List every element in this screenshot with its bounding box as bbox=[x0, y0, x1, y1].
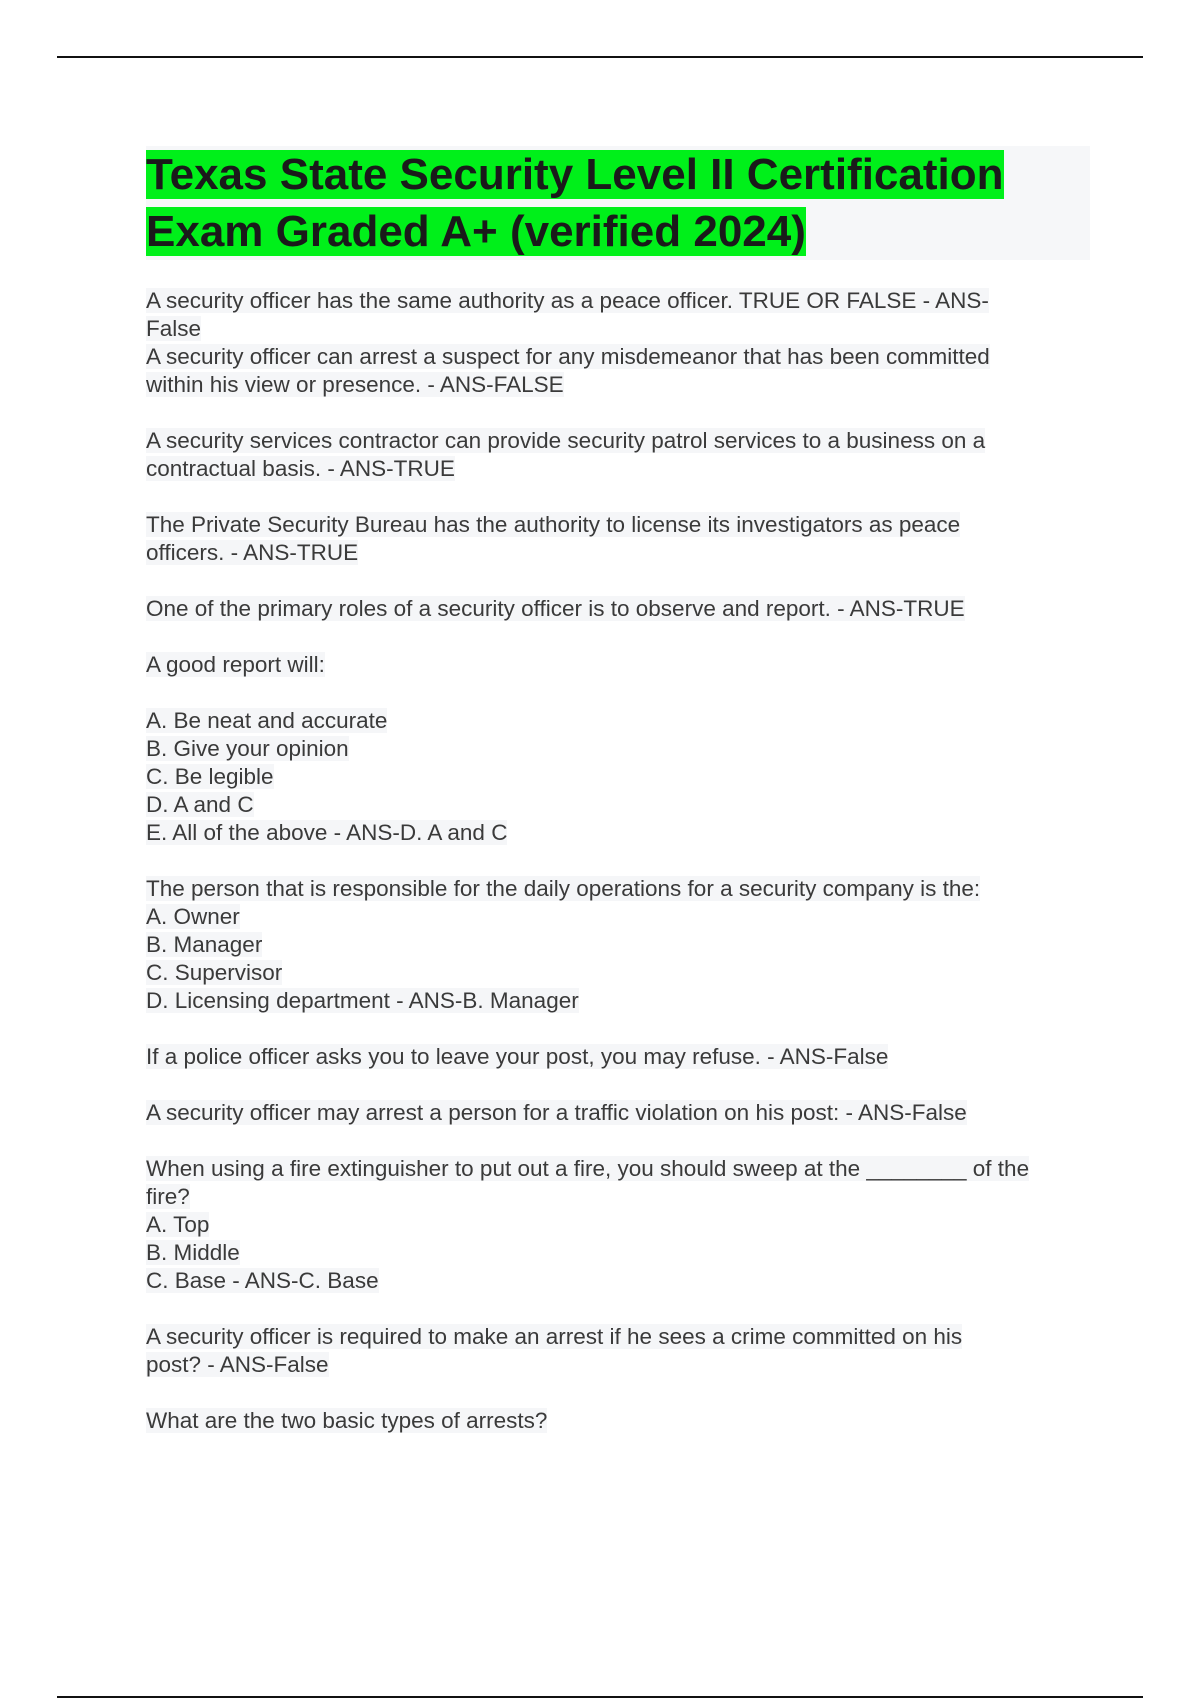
qa-item bbox=[146, 651, 1090, 679]
qa-text: within his view or presence. - ANS-FALSE bbox=[146, 372, 564, 397]
qa-text: A security officer can arrest a suspect for any misdemeanor that has been committed bbox=[146, 344, 990, 369]
qa-item bbox=[146, 595, 1090, 623]
qa-line bbox=[146, 1155, 1090, 1183]
qa-item bbox=[146, 1155, 1090, 1295]
qa-text: A security officer is required to make an arrest if he sees a crime committed on his bbox=[146, 1324, 963, 1349]
qa-text: The person that is responsible for the daily operations for a security company is the: bbox=[146, 876, 981, 901]
qa-text: If a police officer asks you to leave your post, you may refuse. - ANS-False bbox=[146, 1044, 889, 1069]
qa-item bbox=[146, 1043, 1090, 1071]
qa-text: C. Base - ANS-C. Base bbox=[146, 1268, 379, 1293]
qa-item bbox=[146, 1099, 1090, 1127]
qa-line bbox=[146, 1099, 1090, 1127]
qa-item bbox=[146, 707, 1090, 847]
qa-text: post? - ANS-False bbox=[146, 1352, 329, 1377]
qa-line bbox=[146, 427, 1090, 455]
qa-line bbox=[146, 651, 1090, 679]
qa-line bbox=[146, 1239, 1090, 1267]
qa-text: A good report will: bbox=[146, 652, 325, 677]
top-divider bbox=[57, 56, 1143, 58]
qa-line bbox=[146, 735, 1090, 763]
qa-text: False bbox=[146, 316, 202, 341]
qa-line bbox=[146, 511, 1090, 539]
qa-text: D. Licensing department - ANS-B. Manager bbox=[146, 988, 579, 1013]
title-highlight-line-2: Exam Graded A+ (verified 2024) bbox=[146, 207, 806, 256]
qa-line bbox=[146, 1183, 1090, 1211]
qa-line bbox=[146, 875, 1090, 903]
qa-item bbox=[146, 1323, 1090, 1379]
qa-text: A. Top bbox=[146, 1212, 210, 1237]
qa-line bbox=[146, 595, 1090, 623]
qa-line bbox=[146, 763, 1090, 791]
qa-text: What are the two basic types of arrests? bbox=[146, 1408, 548, 1433]
qa-line bbox=[146, 455, 1090, 483]
document-title bbox=[146, 146, 1090, 260]
qa-text: A security officer has the same authority as a peace officer. TRUE OR FALSE - ANS- bbox=[146, 288, 989, 313]
qa-text: The Private Security Bureau has the authority to license its investigators as peace bbox=[146, 512, 961, 537]
document-body bbox=[146, 146, 1090, 1463]
qa-line bbox=[146, 343, 1090, 371]
qa-text: B. Give your opinion bbox=[146, 736, 349, 761]
bottom-divider bbox=[57, 1696, 1143, 1698]
qa-text: fire? bbox=[146, 1184, 190, 1209]
qa-text: C. Be legible bbox=[146, 764, 274, 789]
qa-text: One of the primary roles of a security officer is to observe and report. - ANS-TRUE bbox=[146, 596, 965, 621]
qa-line bbox=[146, 1267, 1090, 1295]
qa-line bbox=[146, 987, 1090, 1015]
qa-line bbox=[146, 819, 1090, 847]
qa-item bbox=[146, 875, 1090, 1015]
qa-text: B. Manager bbox=[146, 932, 263, 957]
qa-text: A. Be neat and accurate bbox=[146, 708, 388, 733]
qa-line bbox=[146, 315, 1090, 343]
qa-item bbox=[146, 1407, 1090, 1435]
qa-item bbox=[146, 343, 1090, 399]
qa-text: When using a fire extinguisher to put out a fire, you should sweep at the ________ of the bbox=[146, 1156, 1030, 1181]
qa-text: B. Middle bbox=[146, 1240, 240, 1265]
qa-line bbox=[146, 1211, 1090, 1239]
qa-line bbox=[146, 959, 1090, 987]
qa-text: A security services contractor can provide security patrol services to a business on a bbox=[146, 428, 986, 453]
qa-text: E. All of the above - ANS-D. A and C bbox=[146, 820, 508, 845]
qa-text: D. A and C bbox=[146, 792, 254, 817]
qa-line bbox=[146, 1043, 1090, 1071]
qa-item bbox=[146, 511, 1090, 567]
qa-line bbox=[146, 931, 1090, 959]
qa-line bbox=[146, 903, 1090, 931]
qa-text: C. Supervisor bbox=[146, 960, 283, 985]
qa-line bbox=[146, 287, 1090, 315]
qa-line bbox=[146, 371, 1090, 399]
qa-item bbox=[146, 427, 1090, 483]
qa-line bbox=[146, 1407, 1090, 1435]
qa-text: A security officer may arrest a person for a traffic violation on his post: - ANS-False bbox=[146, 1100, 967, 1125]
qa-line bbox=[146, 707, 1090, 735]
qa-text: A. Owner bbox=[146, 904, 240, 929]
qa-text: officers. - ANS-TRUE bbox=[146, 540, 359, 565]
qa-line bbox=[146, 1351, 1090, 1379]
qa-text: contractual basis. - ANS-TRUE bbox=[146, 456, 455, 481]
question-answer-list bbox=[146, 287, 1090, 1435]
qa-line bbox=[146, 791, 1090, 819]
qa-line bbox=[146, 1323, 1090, 1351]
qa-line bbox=[146, 539, 1090, 567]
title-highlight-line-1: Texas State Security Level II Certification bbox=[146, 150, 1004, 199]
qa-item bbox=[146, 287, 1090, 343]
